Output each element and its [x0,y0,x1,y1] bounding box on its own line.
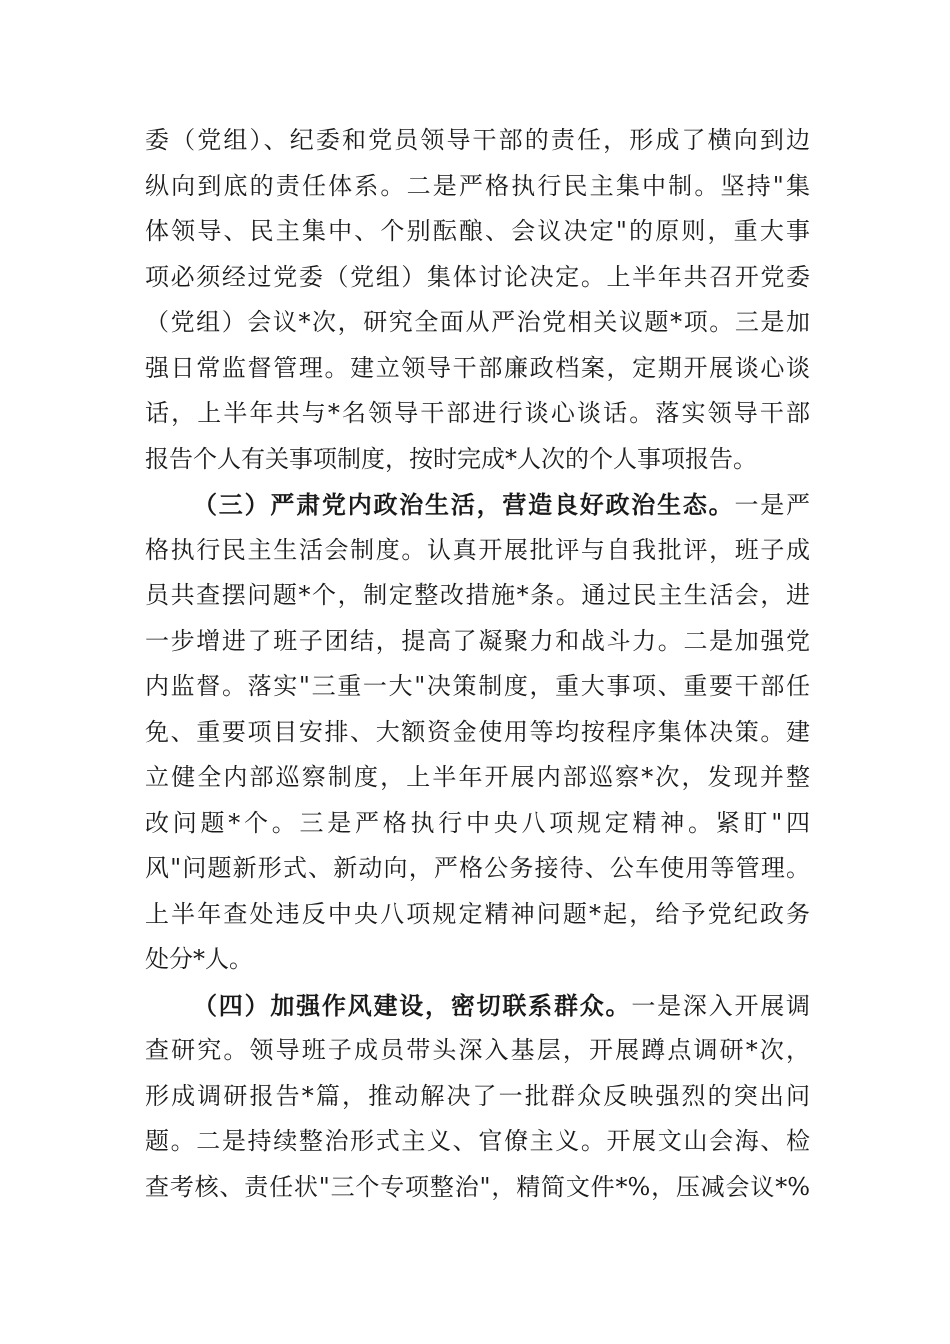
text-line: 形成调研报告*篇，推动解决了一批群众反映强烈的突出问 [145,1081,810,1110]
text-line: 免、重要项目安排、大额资金使用等均按程序集体决策。建 [145,717,810,746]
section-three-lead-text: 一是严 [734,491,811,519]
section-three-heading: （三）严肃党内政治生活，营造良好政治生态。 [193,490,735,519]
text-line: 强日常监督管理。建立领导干部廉政档案，定期开展谈心谈 [145,353,810,382]
text-line: 风"问题新形式、新动向，严格公务接待、公车使用等管理。 [145,854,810,882]
text-line: 查研究。领导班子成员带头深入基层，开展蹲点调研*次， [145,1036,810,1064]
text-line: 格执行民主生活会制度。认真开展批评与自我批评，班子成 [145,535,810,564]
text-line: 员共查摆问题*个，制定整改措施*条。通过民主生活会，进 [145,581,810,609]
text-line: （党组）会议*次，研究全面从严治党相关议题*项。三是加 [145,308,810,336]
text-line: 项必须经过党委（党组）集体讨论决定。上半年共召开党委 [145,262,810,291]
text-line: 纵向到底的责任体系。二是严格执行民主集中制。坚持"集 [145,171,810,200]
text-line: 题。二是持续整治形式主义、官僚主义。开展文山会海、检 [145,1127,810,1155]
text-line: 话，上半年共与*名领导干部进行谈心谈话。落实领导干部 [145,399,810,427]
text-line: 内监督。落实"三重一大"决策制度，重大事项、重要干部任 [145,672,810,700]
section-four-heading: （四）加强作风建设，密切联系群众。 [193,990,632,1020]
text-line: 报告个人有关事项制度，按时完成*人次的个人事项报告。 [145,444,757,473]
text-line: 立健全内部巡察制度，上半年开展内部巡察*次，发现并整 [145,763,810,791]
text-line: 一步增进了班子团结，提高了凝聚力和战斗力。二是加强党 [145,626,810,655]
document-body [145,118,810,1210]
text-line: 查考核、责任状"三个专项整治"，精简文件*%，压减会议*% [145,1172,810,1201]
text-line: 体领导、民主集中、个别酝酿、会议决定"的原则，重大事 [145,217,810,245]
section-four-first-line [145,983,810,1029]
text-line: 委（党组）、纪委和党员领导干部的责任，形成了横向到边 [145,126,810,154]
section-three-first-line [145,482,810,528]
text-line: 处分*人。 [145,945,253,973]
section-four-lead-text: 一是深入开展调 [631,991,811,1020]
text-line: 上半年查处违反中央八项规定精神问题*起，给予党纪政务 [145,899,810,928]
text-line: 改问题*个。三是严格执行中央八项规定精神。紧盯"四 [145,808,810,837]
